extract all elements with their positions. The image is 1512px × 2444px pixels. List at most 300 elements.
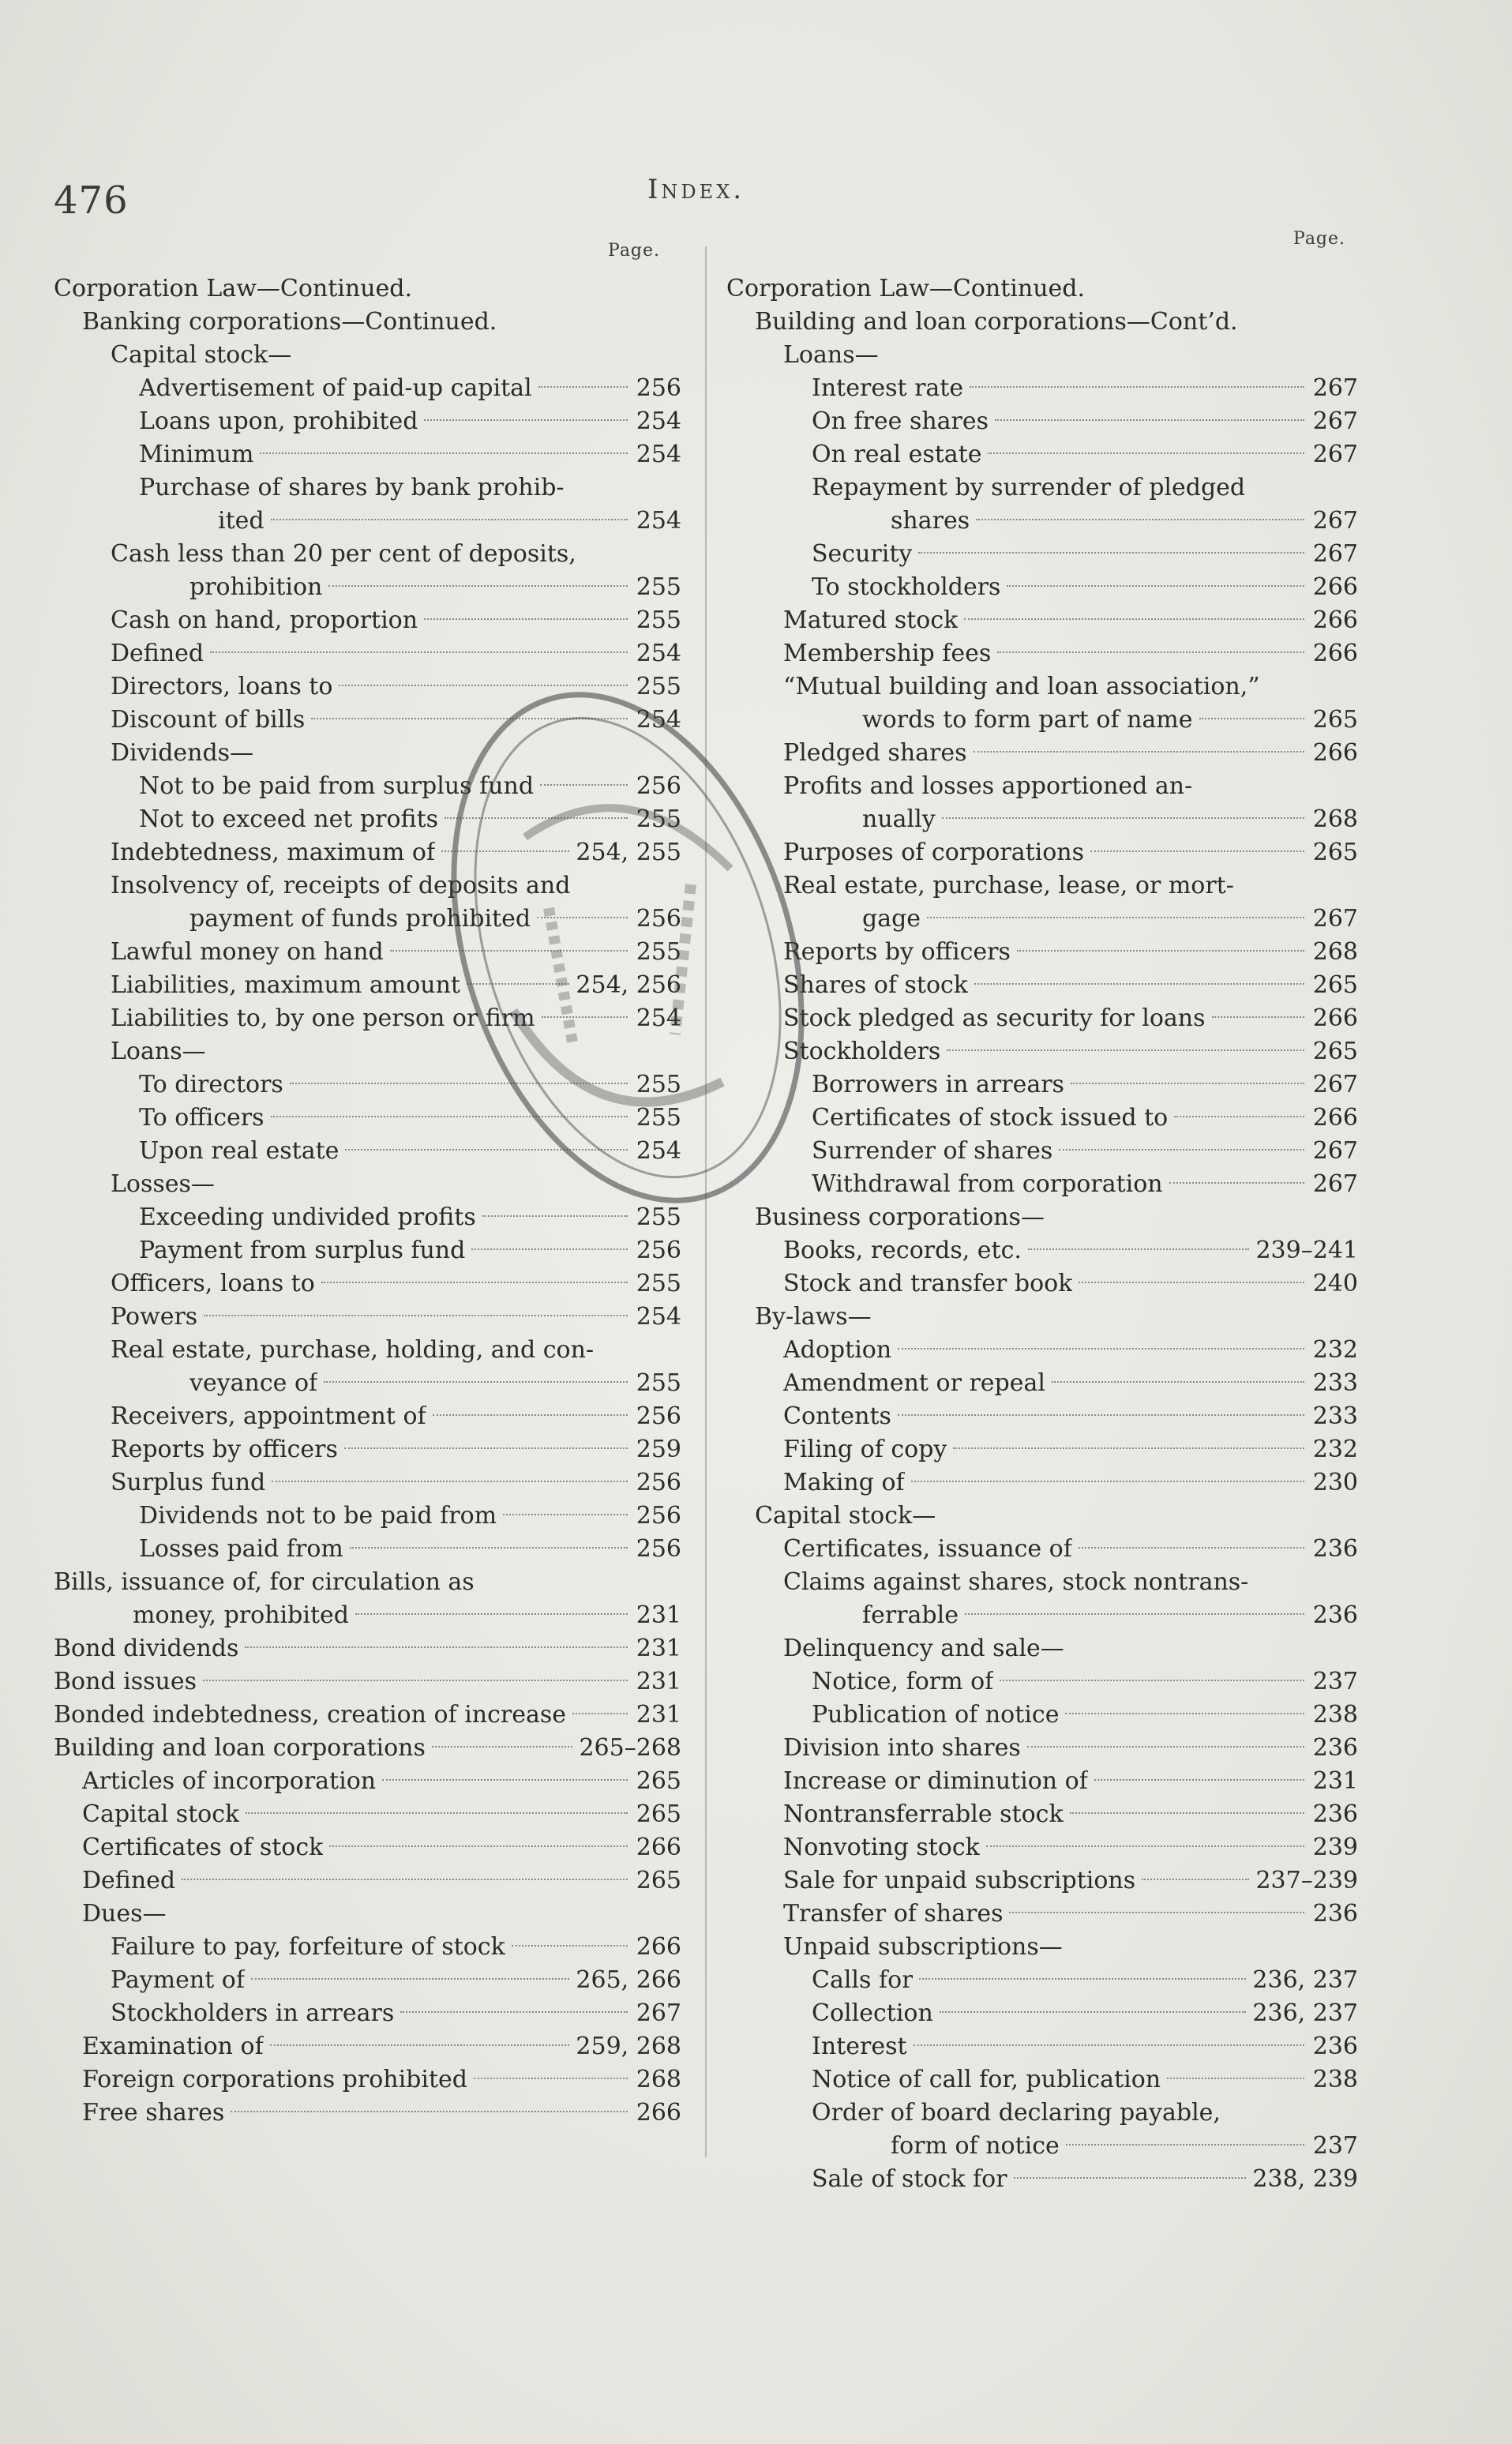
entry-text: Stock and transfer book [783, 1270, 1073, 1297]
entry-text: Payment from surplus fund [139, 1237, 466, 1264]
page-reference: 265, 266 [576, 1966, 681, 1994]
page-reference: 240 [1312, 1270, 1358, 1297]
entry-text: Upon real estate [139, 1137, 340, 1165]
page-reference: 268 [1312, 805, 1358, 833]
index-entry [54, 1301, 681, 1334]
index-entry [726, 1168, 1358, 1201]
dot-leader [474, 2078, 628, 2079]
page-reference: 231 [636, 1601, 681, 1629]
entry-text: Failure to pay, forfeiture of stock [111, 1933, 505, 1961]
index-entry [54, 1632, 681, 1665]
page-reference: 255 [636, 805, 681, 833]
entry-text: Building and loan corporations—Cont’d. [755, 308, 1238, 336]
index-entry [54, 637, 681, 670]
entry-text: Adoption [783, 1336, 892, 1364]
index-entry [54, 1831, 681, 1864]
entry-text: Dues— [82, 1900, 167, 1928]
entry-text: Profits and losses apportioned an- [783, 772, 1193, 800]
entry-text: Making of [783, 1469, 905, 1496]
entry-text: To stockholders [812, 573, 1001, 601]
index-entry [54, 1798, 681, 1831]
index-entry [54, 372, 681, 405]
index-entry [726, 438, 1358, 471]
page-reference: 237–239 [1255, 1867, 1358, 1894]
index-entry [726, 1798, 1358, 1831]
page-reference: 236 [1312, 1800, 1358, 1828]
dot-leader [1007, 585, 1304, 587]
entry-text: Division into shares [783, 1734, 1021, 1762]
index-entry [54, 869, 681, 936]
index-entry [54, 770, 681, 803]
page-reference: 265 [636, 1767, 681, 1795]
dot-leader [1070, 1812, 1304, 1814]
entry-text: Real estate, purchase, holding, and con- [111, 1336, 595, 1364]
page-reference: 265 [1312, 839, 1358, 866]
page-reference: 266 [636, 2099, 681, 2127]
index-entry [54, 339, 681, 372]
entry-text: Dividends not to be paid from [139, 1502, 497, 1530]
entry-text: Indebtedness, maximum of [111, 839, 436, 866]
page-reference: 266 [636, 1933, 681, 1961]
index-entry [54, 1433, 681, 1466]
dot-leader [424, 419, 628, 421]
entry-text: Amendment or repeal [783, 1369, 1045, 1397]
index-entry [54, 1566, 681, 1632]
entry-text: Stock pledged as security for loans [783, 1004, 1206, 1032]
dot-leader [339, 685, 628, 686]
entry-text: Calls for [812, 1966, 914, 1994]
dot-leader [1009, 1912, 1304, 1913]
entry-text: Certificates of stock issued to [812, 1104, 1169, 1132]
page-reference: 256 [636, 905, 681, 933]
dot-leader [231, 2111, 628, 2112]
index-entry [726, 1864, 1358, 1898]
dot-leader [1199, 718, 1305, 719]
index-entry [54, 1765, 681, 1798]
dot-leader [540, 784, 628, 786]
page-reference: 254 [636, 407, 681, 435]
page-reference: 266 [1312, 739, 1358, 767]
entry-text: Loans— [111, 1038, 206, 1065]
index-entry [726, 1135, 1358, 1168]
entry-text: By-laws— [755, 1303, 872, 1331]
index-entry [54, 471, 681, 538]
entry-continuation: ferrable [862, 1601, 959, 1629]
index-entry [54, 1068, 681, 1102]
entry-text: Articles of incorporation [82, 1767, 377, 1795]
index-entry [726, 737, 1358, 770]
index-entry [54, 1267, 681, 1301]
page-reference: 267 [1312, 507, 1358, 535]
entry-text: Corporation Law—Continued. [726, 275, 1086, 302]
entry-text: Stockholders in arrears [111, 1999, 395, 2027]
dot-leader [542, 1016, 628, 1018]
entry-text: Bond issues [54, 1668, 197, 1695]
entry-text: Exceeding undivided profits [139, 1203, 476, 1231]
dot-leader [970, 386, 1304, 388]
dot-leader [400, 2011, 628, 2013]
page-reference: 255 [636, 606, 681, 634]
dot-leader [1212, 1016, 1304, 1018]
page-reference: 268 [1312, 938, 1358, 966]
index-entry [726, 2030, 1358, 2063]
dot-leader [311, 718, 628, 719]
entry-text: Defined [82, 1867, 176, 1894]
page-reference: 256 [636, 1402, 681, 1430]
entry-text: Lawful money on hand [111, 938, 384, 966]
entry-text: Advertisement of paid-up capital [139, 374, 532, 402]
page-reference: 255 [636, 938, 681, 966]
index-entry [726, 1201, 1358, 1234]
page-reference: 231 [636, 1701, 681, 1729]
page-reference: 267 [636, 1999, 681, 2027]
entry-text: Security [812, 540, 913, 568]
entry-text: Pledged shares [783, 739, 967, 767]
page-reference: 267 [1312, 905, 1358, 933]
page-reference: 255 [636, 1104, 681, 1132]
dot-leader [345, 1149, 628, 1151]
entry-text: Banking corporations—Continued. [82, 308, 497, 336]
index-entry [726, 604, 1358, 637]
page-reference: 267 [1312, 540, 1358, 568]
dot-leader [1090, 850, 1304, 852]
page-reference: 238 [1312, 1701, 1358, 1729]
entry-text: To directors [139, 1071, 283, 1098]
entry-text: Liabilities, maximum amount [111, 971, 460, 999]
index-entry [54, 1997, 681, 2030]
page-reference: 265 [1312, 1038, 1358, 1065]
entry-text: Books, records, etc. [783, 1237, 1022, 1264]
entry-text: Building and loan corporations [54, 1734, 426, 1762]
entry-text: Dividends— [111, 739, 254, 767]
entry-text: Business corporations— [755, 1203, 1045, 1231]
index-entry [726, 1566, 1358, 1632]
dot-leader [328, 585, 628, 587]
page-reference: 236, 237 [1252, 1966, 1358, 1994]
page-reference: 254 [636, 1137, 681, 1165]
dot-leader [445, 817, 628, 819]
index-entry [726, 339, 1358, 372]
dot-leader [1094, 1779, 1304, 1781]
dot-leader [997, 651, 1304, 653]
page-reference: 231 [636, 1635, 681, 1662]
index-entry [726, 372, 1358, 405]
index-entry [726, 1068, 1358, 1102]
entry-text: Purposes of corporations [783, 839, 1085, 866]
index-entry [726, 1466, 1358, 1500]
index-entry [54, 2097, 681, 2130]
dot-leader [433, 1414, 628, 1416]
entry-text: Notice, form of [812, 1668, 994, 1695]
page-reference: 254 [636, 640, 681, 667]
entry-text: Stockholders [783, 1038, 941, 1065]
column-divider [705, 246, 707, 2157]
dot-leader [964, 618, 1304, 620]
page-reference: 239–241 [1255, 1237, 1358, 1264]
entry-continuation: money, prohibited [133, 1601, 349, 1629]
index-entry [54, 803, 681, 836]
entry-text: Sale for unpaid subscriptions [783, 1867, 1136, 1894]
index-entry [726, 1102, 1358, 1135]
index-entry [54, 1334, 681, 1400]
dot-leader [995, 419, 1304, 421]
dot-leader [942, 817, 1304, 819]
entry-text: Sale of stock for [812, 2165, 1007, 2193]
page-reference: 236, 237 [1252, 1999, 1358, 2027]
dot-leader [210, 651, 628, 653]
index-entry [726, 637, 1358, 670]
page-reference: 236 [1312, 1535, 1358, 1563]
dot-leader [1027, 1746, 1304, 1748]
entry-text: Real estate, purchase, lease, or mort- [783, 872, 1234, 899]
dot-leader [355, 1613, 628, 1615]
dot-leader [471, 1248, 628, 1250]
dot-leader [976, 519, 1304, 520]
dot-leader [503, 1514, 628, 1515]
index-entry [54, 836, 681, 869]
index-entry [54, 1864, 681, 1898]
dot-leader [911, 1481, 1304, 1482]
index-entry [54, 1699, 681, 1732]
page-reference: 267 [1312, 1137, 1358, 1165]
page-reference: 266 [1312, 1104, 1358, 1132]
dot-leader [329, 1845, 628, 1847]
page-reference: 266 [636, 1834, 681, 1861]
entry-text: Certificates of stock [82, 1834, 324, 1861]
dot-leader [1079, 1547, 1304, 1549]
index-entry [726, 306, 1358, 339]
page-reference: 265 [1312, 706, 1358, 734]
dot-leader [251, 1978, 569, 1980]
entry-text: Increase or diminution of [783, 1767, 1088, 1795]
index-entry [726, 1334, 1358, 1367]
dot-leader [204, 1315, 628, 1316]
entry-text: Unpaid subscriptions— [783, 1933, 1063, 1961]
index-entry [54, 1002, 681, 1035]
entry-continuation: ited [218, 507, 265, 535]
entry-continuation: prohibition [189, 573, 323, 601]
page-reference: 268 [636, 2066, 681, 2093]
page-reference: 267 [1312, 1071, 1358, 1098]
index-entry [726, 1964, 1358, 1997]
page-reference: 265 [636, 1800, 681, 1828]
entry-text: Loans— [783, 341, 879, 369]
dot-leader [1174, 1116, 1304, 1117]
dot-leader [260, 452, 628, 454]
page-reference: 256 [636, 1469, 681, 1496]
entry-text: Bonded indebtedness, creation of increase [54, 1701, 567, 1729]
running-head: Index. [647, 174, 745, 205]
entry-text: Notice of call for, publication [812, 2066, 1161, 2093]
index-entry [726, 1533, 1358, 1566]
entry-text: Claims against shares, stock nontrans- [783, 1568, 1249, 1596]
entry-text: Nontransferrable stock [783, 1800, 1064, 1828]
entry-text: Matured stock [783, 606, 959, 634]
entry-text: Transfer of shares [783, 1900, 1004, 1928]
index-entry [726, 1002, 1358, 1035]
entry-text: Losses— [111, 1170, 215, 1198]
index-entry [726, 1765, 1358, 1798]
index-entry [726, 1699, 1358, 1732]
entry-continuation: shares [891, 507, 970, 535]
entry-text: Corporation Law—Continued. [54, 275, 413, 302]
entry-text: Shares of stock [783, 971, 968, 999]
page-reference: 237 [1312, 1668, 1358, 1695]
index-entry [726, 670, 1358, 737]
dot-leader [424, 618, 628, 620]
page-reference: 266 [1312, 573, 1358, 601]
dot-leader [272, 1481, 628, 1482]
entry-text: Not to be paid from surplus fund [139, 772, 535, 800]
page-reference: 236 [1312, 1900, 1358, 1928]
index-entry [726, 1500, 1358, 1533]
entry-text: Foreign corporations prohibited [82, 2066, 467, 2093]
index-entry [726, 571, 1358, 604]
entry-text: Capital stock [82, 1800, 240, 1828]
index-entry [726, 272, 1358, 306]
dot-leader [986, 1845, 1304, 1847]
dot-leader [1169, 1182, 1304, 1184]
entry-text: Officers, loans to [111, 1270, 315, 1297]
entry-text: On real estate [812, 441, 982, 468]
entry-text: Interest [812, 2033, 907, 2060]
index-entry [54, 737, 681, 770]
entry-text: Loans upon, prohibited [139, 407, 418, 435]
entry-text: Cash less than 20 per cent of deposits, [111, 540, 576, 568]
dot-leader [1066, 2144, 1304, 2146]
page-reference: 233 [1312, 1369, 1358, 1397]
dot-leader [245, 1646, 628, 1648]
page-reference: 256 [636, 1237, 681, 1264]
dot-leader [1014, 2177, 1247, 2179]
index-entry [726, 1433, 1358, 1466]
index-entry [54, 438, 681, 471]
index-entry [54, 670, 681, 704]
entry-text: Not to exceed net profits [139, 805, 439, 833]
dot-leader [270, 2044, 570, 2046]
entry-text: Membership fees [783, 640, 992, 667]
dot-leader [1017, 950, 1304, 952]
dot-leader [512, 1945, 628, 1947]
dot-leader [324, 1381, 628, 1383]
entry-text: Examination of [82, 2033, 264, 2060]
dot-leader [1059, 1149, 1304, 1151]
index-entry [54, 1135, 681, 1168]
entry-text: Reports by officers [111, 1436, 338, 1463]
dot-leader [1052, 1381, 1304, 1383]
index-entry [54, 2063, 681, 2097]
entry-text: Surrender of shares [812, 1137, 1053, 1165]
page-reference: 255 [636, 573, 681, 601]
page-reference: 254 [636, 706, 681, 734]
page-reference: 254 [636, 441, 681, 468]
index-entry [54, 1234, 681, 1267]
left-index-column [54, 272, 681, 2130]
entry-text: Repayment by surrender of pledged [812, 474, 1246, 501]
page-reference: 255 [636, 673, 681, 700]
page-reference: 254 [636, 1303, 681, 1331]
index-entry [54, 1035, 681, 1068]
dot-leader [467, 983, 569, 985]
entry-text: Publication of notice [812, 1701, 1060, 1729]
entry-continuation: veyance of [189, 1369, 318, 1397]
dot-leader [898, 1348, 1304, 1350]
entry-text: Insolvency of, receipts of deposits and [111, 872, 571, 899]
entry-text: Borrowers in arrears [812, 1071, 1064, 1098]
index-entry [54, 1400, 681, 1433]
entry-text: Reports by officers [783, 938, 1011, 966]
dot-leader [918, 552, 1304, 554]
page-reference: 254, 256 [576, 971, 681, 999]
index-entry [726, 1898, 1358, 1931]
page-reference: 266 [1312, 640, 1358, 667]
dot-leader [441, 850, 569, 852]
dot-leader [965, 1613, 1304, 1615]
entry-text: “Mutual building and loan association,” [783, 673, 1260, 700]
entry-text: Nonvoting stock [783, 1834, 980, 1861]
index-entry [726, 1732, 1358, 1765]
page-reference: 255 [636, 1071, 681, 1098]
page-reference: 238, 239 [1252, 2165, 1358, 2193]
index-entry [54, 1466, 681, 1500]
dot-leader [350, 1547, 628, 1549]
entry-text: To officers [139, 1104, 265, 1132]
index-entry [726, 538, 1358, 571]
dot-leader [1071, 1083, 1304, 1084]
index-entry [54, 538, 681, 604]
dot-leader [988, 452, 1304, 454]
page-reference: 236 [1312, 1734, 1358, 1762]
entry-continuation: form of notice [891, 2132, 1060, 2160]
dot-leader [974, 751, 1304, 753]
dot-leader [382, 1779, 628, 1781]
entry-text: Order of board declaring payable, [812, 2099, 1221, 2127]
page-reference: 254, 255 [576, 839, 681, 866]
index-entry [726, 1267, 1358, 1301]
page-reference: 238 [1312, 2066, 1358, 2093]
index-entry [726, 1035, 1358, 1068]
page-reference: 230 [1312, 1469, 1358, 1496]
index-entry [54, 1201, 681, 1234]
page-reference: 259, 268 [576, 2033, 681, 2060]
index-entry [726, 1234, 1358, 1267]
entry-text: Certificates, issuance of [783, 1535, 1072, 1563]
entry-text: Collection [812, 1999, 933, 2027]
page-reference: 267 [1312, 441, 1358, 468]
page-reference: 256 [636, 772, 681, 800]
entry-text: Discount of bills [111, 706, 306, 734]
entry-text: Surplus fund [111, 1469, 266, 1496]
entry-text: On free shares [812, 407, 989, 435]
index-entry [54, 1500, 681, 1533]
dot-leader [974, 983, 1304, 985]
page-reference: 255 [636, 1369, 681, 1397]
index-entry [54, 969, 681, 1002]
index-entry [54, 306, 681, 339]
page-reference: 266 [1312, 1004, 1358, 1032]
dot-leader [1028, 1248, 1250, 1250]
dot-leader [953, 1447, 1304, 1449]
entry-text: Minimum [139, 441, 254, 468]
dot-leader [572, 1713, 628, 1714]
page-reference: 267 [1312, 374, 1358, 402]
entry-text: Delinquency and sale— [783, 1635, 1064, 1662]
index-entry [726, 869, 1358, 936]
page-reference: 267 [1312, 407, 1358, 435]
index-entry [726, 405, 1358, 438]
dot-leader [271, 1116, 628, 1117]
dot-leader [927, 917, 1304, 918]
